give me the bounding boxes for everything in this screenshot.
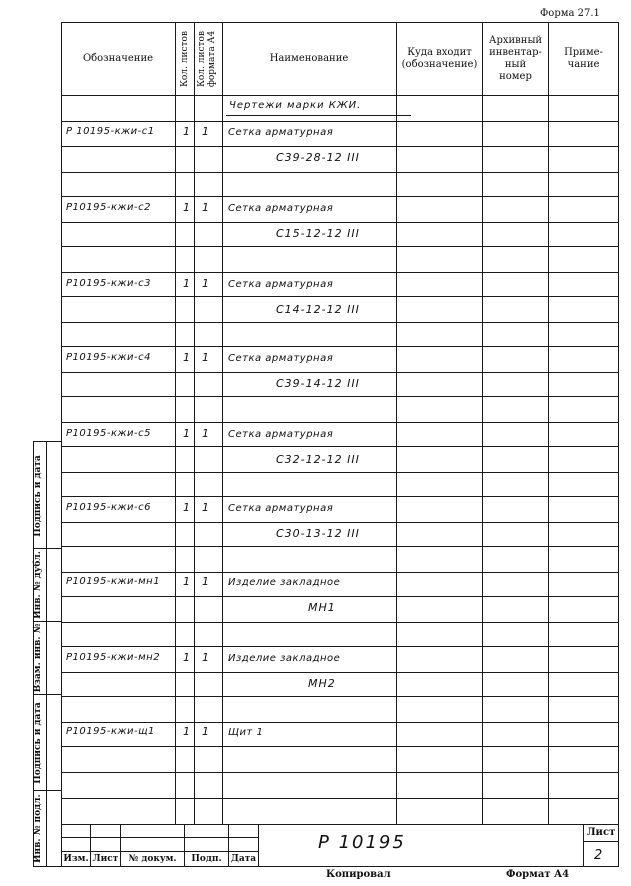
col-line-3 — [222, 22, 223, 824]
row-rule — [61, 446, 619, 447]
entry-sheets: 1 — [183, 125, 191, 138]
tb-sheet-number: 2 — [594, 848, 604, 863]
entry-designation: Р10195-кжи-мн2 — [66, 652, 161, 663]
entry-a4: 1 — [202, 725, 210, 738]
entry-sheets: 1 — [183, 651, 191, 664]
section-title-underline — [226, 115, 411, 116]
entry-mark: С30-13-12 III — [276, 527, 360, 540]
row-rule — [61, 746, 619, 747]
entry-mark: С32-12-12 III — [276, 453, 360, 466]
row-rule — [61, 546, 619, 547]
tb-copied-label: Копировал — [326, 869, 391, 880]
entry-sheets: 1 — [183, 501, 191, 514]
col-line-5 — [482, 22, 483, 824]
row-rule — [61, 522, 619, 523]
entry-mark: МН2 — [308, 677, 336, 690]
entry-designation: Р10195-кжи-с4 — [66, 352, 151, 363]
entry-sheets: 1 — [183, 575, 191, 588]
entry-a4: 1 — [202, 351, 210, 364]
entry-name: Сетка арматурная — [228, 429, 334, 440]
row-rule — [61, 272, 619, 273]
header-archive-number: Архивный инвентар- ный номер — [488, 34, 543, 82]
row-rule — [61, 396, 619, 397]
row-rule — [61, 772, 619, 773]
entry-a4: 1 — [202, 427, 210, 440]
entry-name: Сетка арматурная — [228, 127, 334, 138]
entry-a4: 1 — [202, 651, 210, 664]
row-rule — [61, 596, 619, 597]
row-rule — [61, 146, 619, 147]
stamp-sign-date-1: Подпись и дата — [33, 455, 43, 537]
entry-designation: Р10195-кжи-с6 — [66, 502, 151, 513]
entry-sheets: 1 — [183, 277, 191, 290]
side-stamp-mid — [46, 441, 47, 867]
entry-sheets: 1 — [183, 725, 191, 738]
header-note: Приме- чание — [564, 46, 603, 70]
entry-name: Щит 1 — [228, 727, 264, 738]
col-line-1 — [175, 22, 176, 824]
stamp-inv-podl: Инв. № подл. — [33, 794, 43, 863]
form-label: Форма 27.1 — [540, 8, 600, 19]
frame-left — [61, 22, 62, 867]
row-rule — [61, 346, 619, 347]
entry-designation: Р 10195-кжи-с1 — [66, 126, 155, 137]
entry-a4: 1 — [202, 575, 210, 588]
header-sheets-count: Кол. листов — [180, 30, 190, 88]
tb-sheet-div — [583, 841, 619, 842]
side-stamp-div-4 — [33, 790, 61, 791]
row-rule — [61, 646, 619, 647]
entry-name: Сетка арматурная — [228, 503, 334, 514]
entry-name: Изделие закладное — [228, 653, 341, 664]
row-rule — [61, 572, 619, 573]
entry-mark: С39-14-12 III — [276, 377, 360, 390]
section-title: Чертежи марки КЖИ. — [229, 100, 362, 111]
col-line-2 — [194, 22, 195, 824]
col-line-6 — [548, 22, 549, 824]
header-name: Наименование — [269, 52, 349, 64]
row-rule — [61, 121, 619, 122]
entry-designation: Р10195-кжи-мн1 — [66, 576, 161, 587]
entry-a4: 1 — [202, 201, 210, 214]
entry-mark: С14-12-12 III — [276, 303, 360, 316]
entry-name: Сетка арматурная — [228, 353, 334, 364]
entry-mark: МН1 — [308, 601, 336, 614]
tb-v-5 — [258, 824, 259, 867]
entry-mark: С39-28-12 III — [276, 151, 360, 164]
row-rule — [61, 172, 619, 173]
tb-col-list: Лист — [92, 854, 119, 864]
col-line-4 — [396, 22, 397, 824]
tb-top — [61, 824, 619, 825]
tb-col-date: Дата — [230, 854, 257, 864]
row-rule — [61, 496, 619, 497]
row-rule — [61, 196, 619, 197]
row-rule — [61, 322, 619, 323]
row-rule — [61, 222, 619, 223]
entry-mark: С15-12-12 III — [276, 227, 360, 240]
row-rule — [61, 696, 619, 697]
tb-sheet-label: Лист — [586, 827, 616, 838]
header-where-used: Куда входит (обозначение) — [401, 46, 478, 70]
entry-sheets: 1 — [183, 427, 191, 440]
entry-name: Сетка арматурная — [228, 203, 334, 214]
tb-doc-code: Р 10195 — [318, 832, 406, 853]
side-stamp-div-3 — [33, 694, 61, 695]
entry-designation: Р10195-кжи-щ1 — [66, 726, 155, 737]
header-a4-sheets: Кол. листов формата А4 — [197, 30, 217, 88]
stamp-sign-date-2: Подпись и дата — [33, 702, 43, 784]
row-rule — [61, 246, 619, 247]
tb-col-izm: Изм. — [63, 854, 89, 864]
row-rule — [61, 296, 619, 297]
frame-right — [618, 22, 619, 867]
tb-col-doc: № докум. — [128, 854, 177, 864]
row-rule — [61, 372, 619, 373]
row-rule — [61, 422, 619, 423]
stamp-vzam-inv: Взам. инв. № — [33, 623, 43, 693]
entry-designation: Р10195-кжи-с5 — [66, 428, 151, 439]
stamp-inv-dubl: Инв. № дубл. — [33, 551, 43, 619]
row-rule — [61, 622, 619, 623]
row-rule — [61, 798, 619, 799]
row-rule — [61, 672, 619, 673]
entry-name: Изделие закладное — [228, 577, 341, 588]
side-stamp-top — [33, 441, 61, 442]
entry-sheets: 1 — [183, 201, 191, 214]
entry-a4: 1 — [202, 501, 210, 514]
entry-a4: 1 — [202, 125, 210, 138]
header-designation: Обозначение — [82, 52, 154, 64]
tb-col-sign: Подп. — [191, 854, 222, 864]
entry-a4: 1 — [202, 277, 210, 290]
tb-format-label: Формат А4 — [506, 869, 570, 880]
entry-designation: Р10195-кжи-с2 — [66, 202, 151, 213]
entry-name: Сетка арматурная — [228, 279, 334, 290]
row-rule — [61, 472, 619, 473]
entry-sheets: 1 — [183, 351, 191, 364]
header-bottom-line — [61, 95, 619, 96]
row-rule — [61, 722, 619, 723]
entry-designation: Р10195-кжи-с3 — [66, 278, 151, 289]
